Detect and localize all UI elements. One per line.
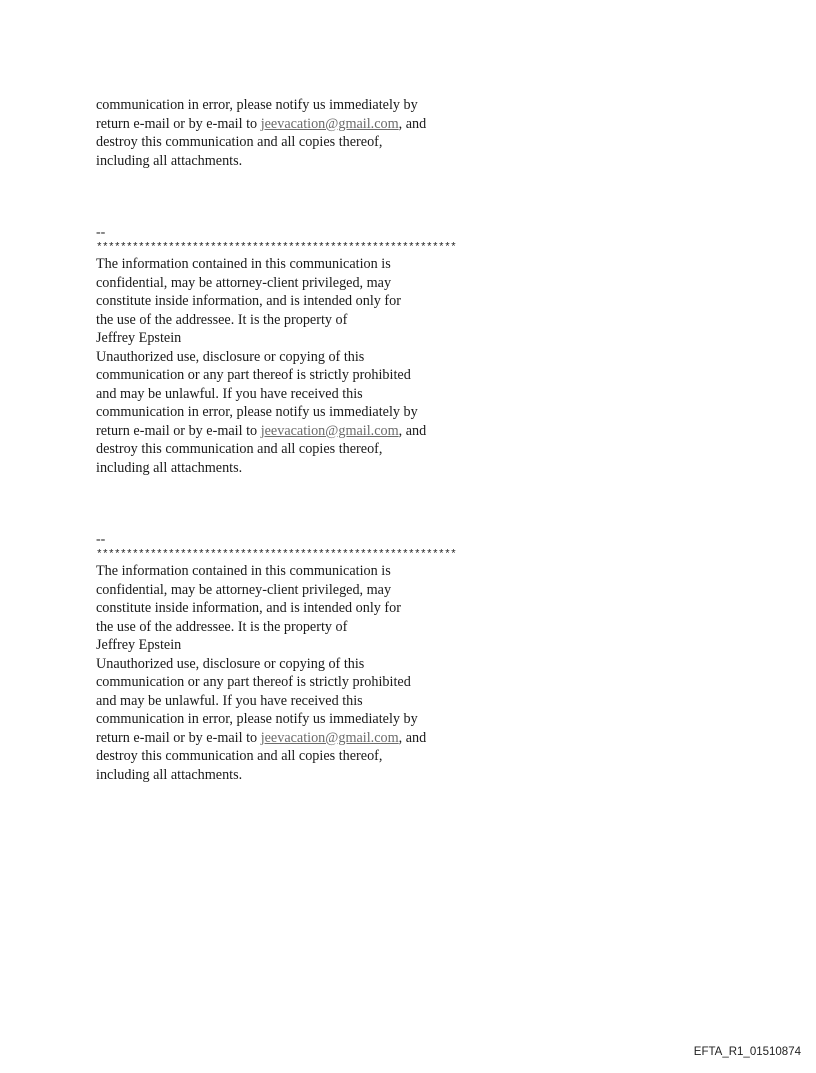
text-line: Unauthorized use, disclosure or copying of this (96, 348, 365, 365)
text-line: communication in error, please notify us immediately by (96, 404, 418, 420)
separator-stars: ************************************************************ (96, 242, 457, 254)
disclaimer-block (96, 225, 736, 477)
text-line: including all attachments. (96, 766, 243, 783)
text-line: destroy this communication and all copies thereof, (96, 441, 383, 457)
owner-name: Jeffrey Epstein (96, 637, 182, 653)
text-line: communication in error, please notify us immediately by (96, 711, 418, 727)
spacer (96, 477, 736, 532)
text-line: including all attachments. (96, 459, 243, 476)
email-link[interactable]: jeevacation@gmail.com (260, 729, 399, 746)
disclaimer-block (96, 532, 736, 784)
text-line: communication or any part thereof is strictly prohibited (96, 674, 411, 690)
text-line: destroy this communication and all copies thereof, (96, 748, 383, 764)
email-link[interactable]: jeevacation@gmail.com (260, 115, 399, 132)
text-line: confidential, may be attorney-client privileged, may (96, 274, 392, 291)
text-span: return e-mail or by e-mail to (96, 115, 261, 132)
separator-dash: -- (96, 532, 106, 547)
text-line: The information contained in this communication is (96, 256, 391, 272)
text-line-with-email (96, 729, 736, 748)
text-line: Unauthorized use, disclosure or copying of this (96, 655, 365, 672)
text-line: constitute inside information, and is intended only for (96, 293, 401, 309)
text-line: and may be unlawful. If you have received this (96, 692, 363, 709)
text-line: constitute inside information, and is intended only for (96, 600, 401, 616)
top-fragment (96, 96, 736, 170)
text-span: , and (398, 422, 427, 439)
text-line: the use of the addressee. It is the property of (96, 618, 348, 635)
text-line: including all attachments. (96, 152, 243, 169)
text-span: , and (398, 729, 427, 746)
text-line: The information contained in this communication is (96, 563, 391, 579)
text-line: the use of the addressee. It is the property of (96, 311, 348, 328)
text-line: destroy this communication and all copies thereof, (96, 134, 383, 150)
text-line: and may be unlawful. If you have received this (96, 385, 363, 402)
separator-dash: -- (96, 225, 106, 240)
email-link[interactable]: jeevacation@gmail.com (260, 422, 399, 439)
document-body (96, 96, 736, 784)
document-id: EFTA_R1_01510874 (693, 1046, 801, 1058)
text-span: return e-mail or by e-mail to (96, 729, 261, 746)
text-line: communication in error, please notify us immediately by (96, 97, 418, 113)
spacer (96, 170, 736, 225)
text-span: return e-mail or by e-mail to (96, 422, 261, 439)
separator-stars: ************************************************************ (96, 549, 457, 561)
text-line-with-email (96, 422, 736, 441)
text-span: , and (398, 115, 427, 132)
text-line-with-email (96, 115, 736, 134)
owner-name: Jeffrey Epstein (96, 330, 182, 346)
text-line: confidential, may be attorney-client privileged, may (96, 581, 392, 598)
text-line: communication or any part thereof is strictly prohibited (96, 367, 411, 383)
